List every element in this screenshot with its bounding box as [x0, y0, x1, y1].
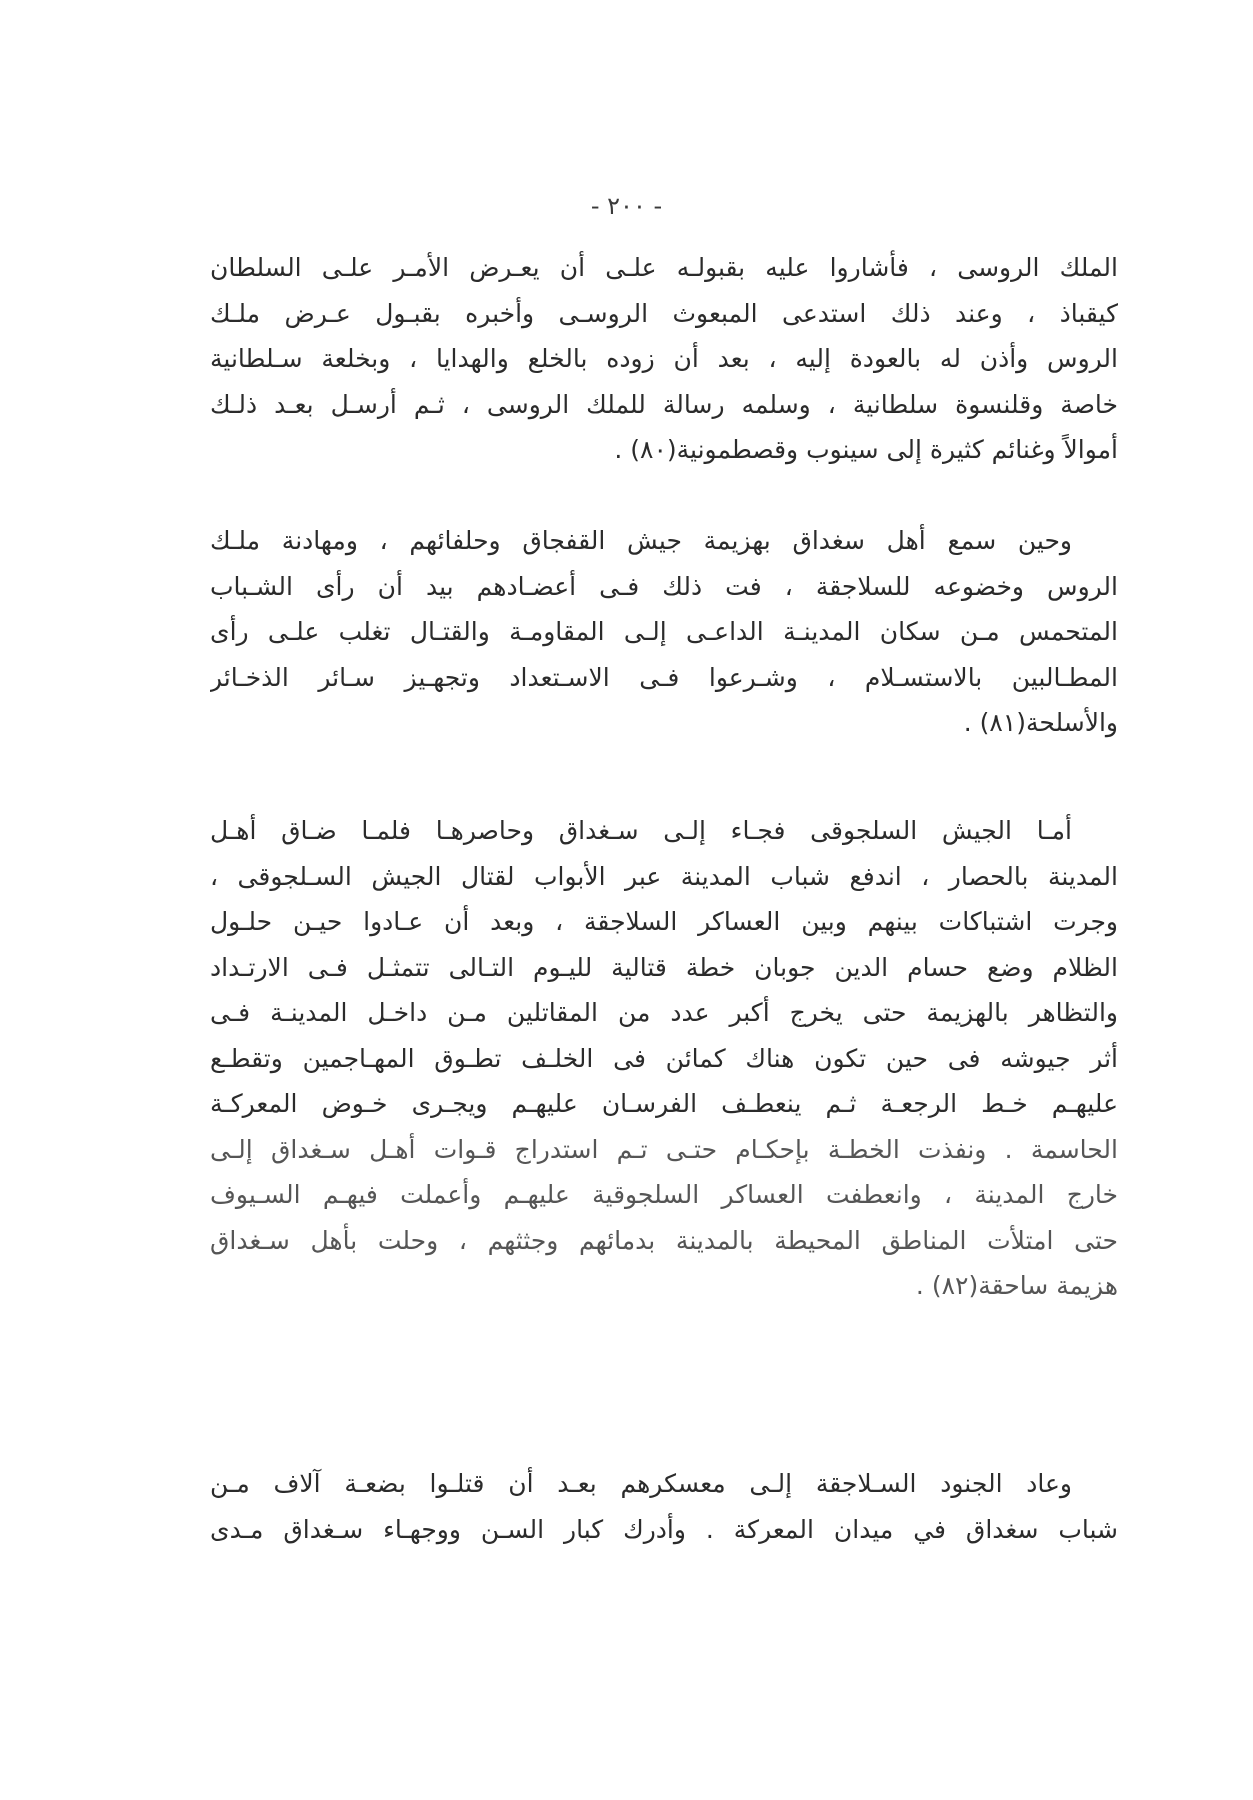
text-line: وعاد الجنود السـلاجقة إلـى معسكرهم بعـد أن قتلـوا بضعـة آلاف مـن [210, 1469, 1072, 1498]
text-line: الحاسمة . ونفذت الخطـة بإحكـام حتـى تـم استدراج قـوات أهـل سـغداق إلـى [210, 1134, 1118, 1164]
text-line: والأسلحة(٨١) . [963, 708, 1118, 737]
text-line: المطـالبين بالاستسـلام ، وشـرعوا فـى الاسـتعداد وتجهـيز سـائر الذخـائر [210, 662, 1118, 692]
text-line: هزيمة ساحقة(٨٢) . [915, 1271, 1118, 1300]
text-line: وحين سمع أهل سغداق بهزيمة جيش القفجاق وحلفائهم ، ومهادنة ملـك [210, 526, 1072, 555]
text-line: المدينة بالحصار ، اندفع شباب المدينة عبر الأبواب لقتال الجيش السـلجوقى ، [210, 861, 1118, 891]
text-line: كيقباذ ، وعند ذلك استدعى المبعوث الروسـى وأخبره بقبـول عـرض ملـك [210, 298, 1118, 328]
text-line: أموالاً وغنائم كثيرة إلى سينوب وقصطمونية(٨٠) . [614, 435, 1118, 464]
text-line: الروس وأذن له بالعودة إليه ، بعد أن زوده بالخلع والهدايا ، وبخلعة سـلطانية [210, 344, 1118, 373]
text-line: الملك الروسى ، فأشاروا عليه بقبولـه علـى أن يعـرض الأمـر علـى السلطان [210, 253, 1118, 282]
page-number: - ٢٠٠ - [590, 192, 663, 220]
paragraph-1 [210, 245, 1118, 473]
paragraph-3 [210, 808, 1118, 1309]
text-line: أثر جيوشه فى حين تكون هناك كمائن فى الخلـف تطـوق المهـاجمين وتقطـع [210, 1043, 1118, 1073]
text-line: والتظاهر بالهزيمة حتى يخرج أكبر عدد من المقاتلين مـن داخـل المدينـة فـى [210, 998, 1118, 1027]
text-line: الروس وخضوعه للسلاجقة ، فت ذلك فـى أعضـادهم بيد أن رأى الشـباب [210, 571, 1118, 601]
text-line: خاصة وقلنسوة سلطانية ، وسلمه رسالة للملك الروسى ، ثـم أرسـل بعـد ذلـك [210, 389, 1118, 419]
text-line: أمـا الجيش السلجوقى فجـاء إلـى سـغداق وحاصرهـا فلمـا ضـاق أهـل [210, 816, 1072, 845]
text-line: وجرت اشتباكات بينهم وبين العساكر السلاجقة ، وبعد أن عـادوا حيـن حلـول [210, 907, 1118, 936]
text-line: خارج المدينة ، وانعطفت العساكر السلجوقية عليهـم وأعملت فيهـم السـيوف [210, 1180, 1118, 1209]
text-line: حتى امتلأت المناطق المحيطة بالمدينة بدمائهم وجثثهم ، وحلت بأهل سـغداق [210, 1225, 1118, 1255]
paragraph-4 [210, 1461, 1118, 1552]
paragraph-2 [210, 518, 1118, 746]
text-line: عليهـم خـط الرجعـة ثـم ينعطـف الفرسـان عليهـم ويجـرى خـوض المعركـة [210, 1089, 1118, 1118]
text-line: الظلام وضع حسام الدين جوبان خطة قتالية لليـوم التـالى تتمثـل فـى الارتـداد [210, 952, 1118, 982]
text-line: شباب سغداق في ميدان المعركة . وأدرك كبار السـن ووجهـاء سـغداق مـدى [210, 1514, 1118, 1544]
text-line: المتحمس مـن سكان المدينـة الداعـى إلـى المقاومـة والقتـال تغلب علـى رأى [210, 617, 1118, 646]
